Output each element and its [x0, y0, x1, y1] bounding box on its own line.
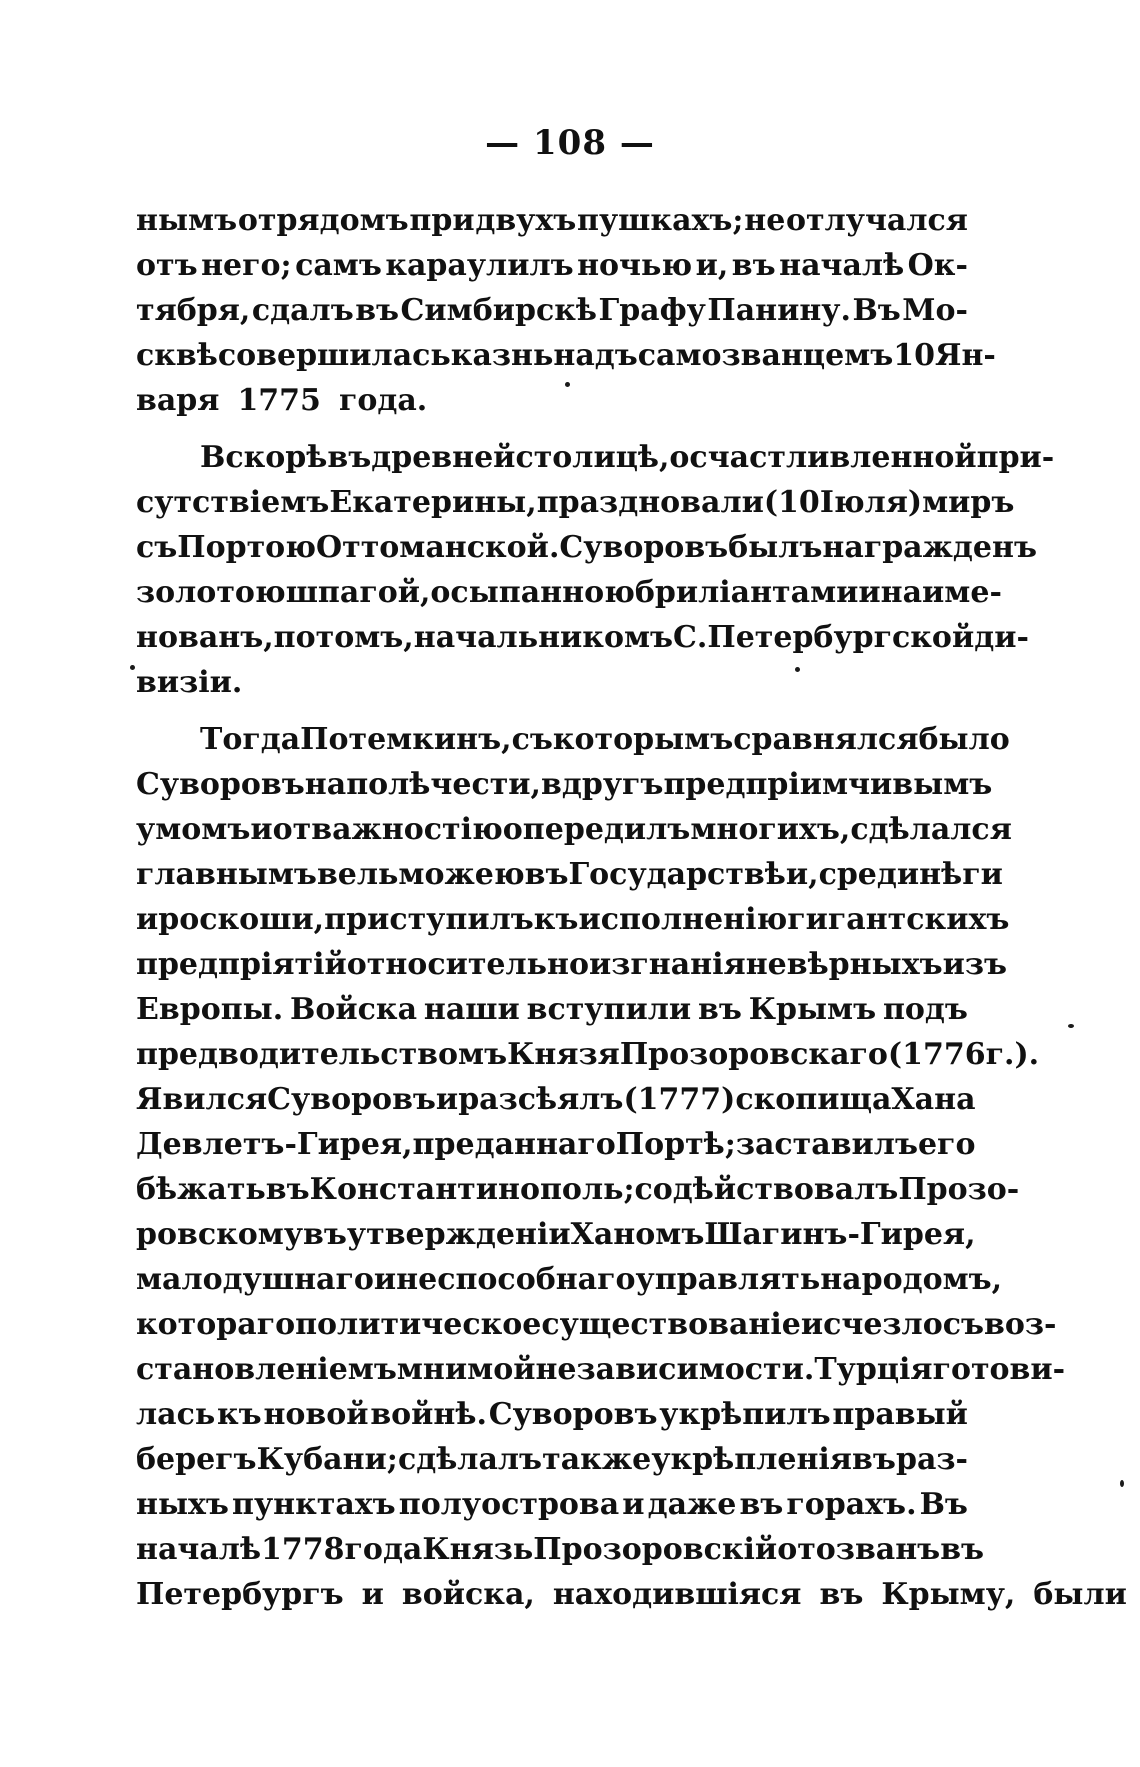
- word: въ: [731, 248, 776, 283]
- word: исчезло: [800, 1307, 943, 1342]
- word: начальникомъ: [413, 620, 674, 655]
- word: сдалъ: [251, 293, 354, 328]
- word: Шагинъ-Гирея,: [704, 1217, 976, 1252]
- word: Вскорѣ: [200, 440, 328, 475]
- word: Европы.: [136, 992, 284, 1027]
- word: политическое: [295, 1307, 542, 1342]
- word: отлучался: [786, 203, 968, 238]
- word: осчастливленной: [669, 440, 977, 475]
- word: малодушнаго: [136, 1262, 374, 1297]
- word: золотою: [136, 575, 286, 610]
- word: предпріятій: [136, 947, 347, 982]
- word: войнѣ.: [370, 1397, 487, 1432]
- word: Въ: [919, 1487, 968, 1522]
- word: полуострова: [398, 1487, 620, 1522]
- word: Государствѣ: [568, 857, 786, 892]
- text-line: [136, 615, 1029, 660]
- word: древней: [371, 440, 516, 475]
- word: Оттоманской.: [315, 530, 560, 565]
- word: полѣ: [346, 767, 431, 802]
- word: Симбирскѣ: [400, 293, 597, 328]
- text-line: [136, 942, 1008, 987]
- text-line: [136, 897, 1010, 942]
- word: въ: [355, 293, 400, 328]
- word: началѣ: [136, 1532, 262, 1567]
- word: многихъ,: [690, 812, 851, 847]
- word: столицѣ,: [515, 440, 670, 475]
- word: вельможею: [316, 857, 525, 892]
- word: войска,: [401, 1577, 535, 1612]
- text-line: [136, 198, 968, 243]
- word: котораго: [136, 1307, 296, 1342]
- word: вступили: [526, 992, 692, 1027]
- text-line: [136, 1392, 968, 1437]
- word: Турція: [814, 1352, 933, 1387]
- word: 1775: [237, 383, 321, 418]
- text-line: [136, 1257, 1003, 1302]
- text-line: [136, 762, 993, 807]
- word: Крымъ: [748, 992, 877, 1027]
- word: сдѣлалъ: [397, 1442, 543, 1477]
- word: Крыму,: [881, 1577, 1016, 1612]
- word: бриліантами: [634, 575, 859, 610]
- word: сравнялся: [733, 722, 919, 757]
- word: ди-: [974, 620, 1029, 655]
- word: 10: [893, 338, 935, 373]
- word: Суворовъ: [136, 767, 305, 802]
- word: также: [542, 1442, 652, 1477]
- paragraph: [136, 435, 1055, 705]
- word: съ: [136, 530, 178, 565]
- word: (1777): [623, 1082, 736, 1117]
- word: Екатерины,: [329, 485, 537, 520]
- text-line: [136, 525, 1037, 570]
- word: раз-: [895, 1442, 968, 1477]
- word: при-: [976, 440, 1055, 475]
- word: и,: [785, 857, 819, 892]
- word: народомъ,: [820, 1262, 1003, 1297]
- word: него;: [201, 248, 292, 283]
- text-line: [136, 1032, 1040, 1077]
- word: умомъ: [136, 812, 251, 847]
- word: вдругъ: [541, 767, 664, 802]
- word: берегъ: [136, 1442, 257, 1477]
- word: въ: [303, 1217, 347, 1252]
- word: осыпанною: [430, 575, 635, 610]
- word: и,: [695, 248, 729, 283]
- word: отозванъ: [777, 1532, 941, 1567]
- word: лась: [136, 1397, 216, 1432]
- word: Девлетъ-Гирея,: [136, 1127, 413, 1162]
- text-line: [136, 1077, 976, 1122]
- word: въ: [739, 1487, 784, 1522]
- word: нованъ,: [136, 620, 274, 655]
- word: тября,: [136, 293, 251, 328]
- word: Ханомъ: [570, 1217, 705, 1252]
- word: ровскому: [136, 1217, 304, 1252]
- word: Іюля): [819, 485, 923, 520]
- word: потомъ,: [273, 620, 414, 655]
- word: Суворовъ: [488, 1397, 658, 1432]
- word: Прозоровскаго: [619, 1037, 888, 1072]
- word: готови-: [932, 1352, 1066, 1387]
- word: Кубани;: [256, 1442, 398, 1477]
- text-line: [136, 435, 1055, 480]
- word: пушкахъ;: [577, 203, 744, 238]
- print-speck: [1068, 1024, 1074, 1028]
- text-line: [136, 1437, 968, 1482]
- word: Портѣ;: [615, 1127, 736, 1162]
- word: Въ: [852, 293, 901, 328]
- word: приступилъ: [324, 902, 534, 937]
- word: Портою: [177, 530, 316, 565]
- word: Войска: [290, 992, 418, 1027]
- text-line: [136, 1527, 985, 1572]
- text-line: [136, 1122, 976, 1167]
- text-line: [136, 987, 968, 1032]
- word: былъ: [728, 530, 823, 565]
- word: двухъ: [475, 203, 577, 238]
- text-line: [136, 852, 1003, 897]
- word: въ: [327, 440, 372, 475]
- word: сутствіемъ: [136, 485, 330, 520]
- word: Суворовъ: [267, 1082, 436, 1117]
- word: пунктахъ: [231, 1487, 396, 1522]
- print-speck: [565, 382, 570, 387]
- word: отважностію: [272, 812, 503, 847]
- word: среди: [818, 857, 920, 892]
- word: Суворовъ: [559, 530, 729, 565]
- word: правый: [832, 1397, 968, 1432]
- word: года.: [338, 383, 428, 418]
- word: заставилъ: [735, 1127, 918, 1162]
- word: исполненію: [578, 902, 788, 937]
- word: Прозо-: [898, 1172, 1020, 1207]
- word: 1778: [261, 1532, 345, 1567]
- word: (10: [763, 485, 820, 520]
- paragraph: [136, 198, 996, 423]
- word: нѣги: [919, 857, 1003, 892]
- word: Мо-: [902, 293, 968, 328]
- word: и: [136, 902, 159, 937]
- word: въ: [697, 992, 742, 1027]
- word: Тогда: [200, 722, 301, 757]
- word: независимости.: [535, 1352, 815, 1387]
- text-line: [136, 1482, 968, 1527]
- word: которымъ: [552, 722, 734, 757]
- text-line: [136, 660, 968, 705]
- text-line: [136, 480, 1015, 525]
- word: и: [622, 1487, 645, 1522]
- word: чести,: [430, 767, 542, 802]
- word: визіи.: [136, 665, 243, 700]
- word: опередилъ: [502, 812, 691, 847]
- word: и: [361, 1577, 384, 1612]
- word: къ: [217, 1397, 262, 1432]
- word: укрѣпилъ: [659, 1397, 831, 1432]
- word: въ: [940, 1532, 985, 1567]
- word: были: [1033, 1577, 1127, 1612]
- word: Петербургъ: [136, 1577, 344, 1612]
- word: самъ: [295, 248, 382, 283]
- word: Явился: [136, 1082, 268, 1117]
- text-line: [136, 378, 968, 423]
- word: Графу: [598, 293, 706, 328]
- word: наиме-: [880, 575, 1002, 610]
- word: и: [373, 1262, 397, 1297]
- word: и: [435, 1082, 459, 1117]
- word: предпріимчивымъ: [663, 767, 993, 802]
- word: содѣйствовалъ: [634, 1172, 899, 1207]
- word: предводительствомъ: [136, 1037, 508, 1072]
- word: утвержденіи: [346, 1217, 571, 1252]
- word: наши: [423, 992, 520, 1027]
- word: изъ: [942, 947, 1008, 982]
- word: гигантскихъ: [787, 902, 1010, 937]
- word: не: [744, 203, 786, 238]
- word: и: [858, 575, 881, 610]
- word: изгнанія: [589, 947, 746, 982]
- word: началѣ: [779, 248, 905, 283]
- word: года: [344, 1532, 423, 1567]
- word: Петербургской: [707, 620, 975, 655]
- word: укрѣпленія: [651, 1442, 852, 1477]
- word: праздновали: [536, 485, 764, 520]
- word: и: [250, 812, 273, 847]
- word: награжденъ: [822, 530, 1037, 565]
- text-line: [136, 1347, 1066, 1392]
- word: управлять: [635, 1262, 821, 1297]
- text-line: [136, 807, 1012, 852]
- page-body-text: [136, 198, 1127, 1617]
- word: Прозоровскій: [533, 1532, 778, 1567]
- text-line: [136, 1167, 1020, 1212]
- word: неспособнаго: [396, 1262, 636, 1297]
- text-line: [136, 243, 968, 288]
- text-line: [136, 1212, 976, 1257]
- word: относительно: [346, 947, 589, 982]
- word: Хана: [891, 1082, 976, 1117]
- word: караулилъ: [385, 248, 574, 283]
- word: преданнаго: [412, 1127, 616, 1162]
- word: роскоши,: [158, 902, 325, 937]
- text-line: [136, 288, 968, 333]
- word: надъ: [553, 338, 638, 373]
- word: Князя: [507, 1037, 620, 1072]
- word: сдѣлался: [850, 812, 1012, 847]
- word: находившіяся: [552, 1577, 802, 1612]
- text-line: [136, 1572, 1127, 1617]
- word: отрядомъ: [237, 203, 409, 238]
- text-line: [136, 570, 1002, 615]
- word: Ок-: [907, 248, 968, 283]
- word: при: [409, 203, 475, 238]
- paragraph-gap: [136, 423, 968, 435]
- word: новой: [263, 1397, 369, 1432]
- page-number: — 108 —: [485, 123, 655, 163]
- word: Ян-: [935, 338, 996, 373]
- word: горахъ.: [786, 1487, 917, 1522]
- word: въ: [819, 1577, 864, 1612]
- word: Панину.: [707, 293, 851, 328]
- word: нымъ: [136, 203, 238, 238]
- text-line: [136, 1302, 1057, 1347]
- word: г.).: [985, 1037, 1040, 1072]
- word: сквѣ: [136, 338, 218, 373]
- word: варя: [136, 383, 220, 418]
- word: отъ: [136, 248, 198, 283]
- paragraph-gap: [136, 705, 968, 717]
- word: (1776: [887, 1037, 986, 1072]
- text-line: [136, 333, 996, 378]
- word: къ: [533, 902, 579, 937]
- word: Князь: [422, 1532, 534, 1567]
- word: подъ: [882, 992, 968, 1027]
- word: было: [918, 722, 1010, 757]
- word: бѣжать: [136, 1172, 266, 1207]
- word: воз-: [984, 1307, 1057, 1342]
- word: существованіе: [541, 1307, 801, 1342]
- word: мнимой: [396, 1352, 536, 1387]
- word: ныхъ: [136, 1487, 229, 1522]
- word: главнымъ: [136, 857, 317, 892]
- word: на: [304, 767, 347, 802]
- word: ночью: [577, 248, 693, 283]
- word: казнь: [450, 338, 554, 373]
- paragraph: [136, 717, 1127, 1617]
- word: становленіемъ: [136, 1352, 397, 1387]
- word: Потемкинъ,: [300, 722, 512, 757]
- word: даже: [647, 1487, 737, 1522]
- word: въ: [852, 1442, 896, 1477]
- word: въ: [524, 857, 569, 892]
- word: совершилась: [217, 338, 451, 373]
- word: С.: [673, 620, 708, 655]
- word: его: [917, 1127, 976, 1162]
- print-speck: [130, 665, 135, 670]
- word: съ: [511, 722, 553, 757]
- word: съ: [942, 1307, 984, 1342]
- text-line: [136, 717, 1010, 762]
- word: самозванцемъ: [637, 338, 894, 373]
- word: невѣрныхъ: [745, 947, 943, 982]
- word: скопища: [735, 1082, 892, 1117]
- word: шпагой,: [285, 575, 431, 610]
- print-speck: [1120, 1480, 1124, 1487]
- word: разсѣялъ: [458, 1082, 624, 1117]
- word: миръ: [922, 485, 1015, 520]
- word: Константинополь;: [309, 1172, 635, 1207]
- word: въ: [265, 1172, 310, 1207]
- print-speck: [795, 667, 800, 672]
